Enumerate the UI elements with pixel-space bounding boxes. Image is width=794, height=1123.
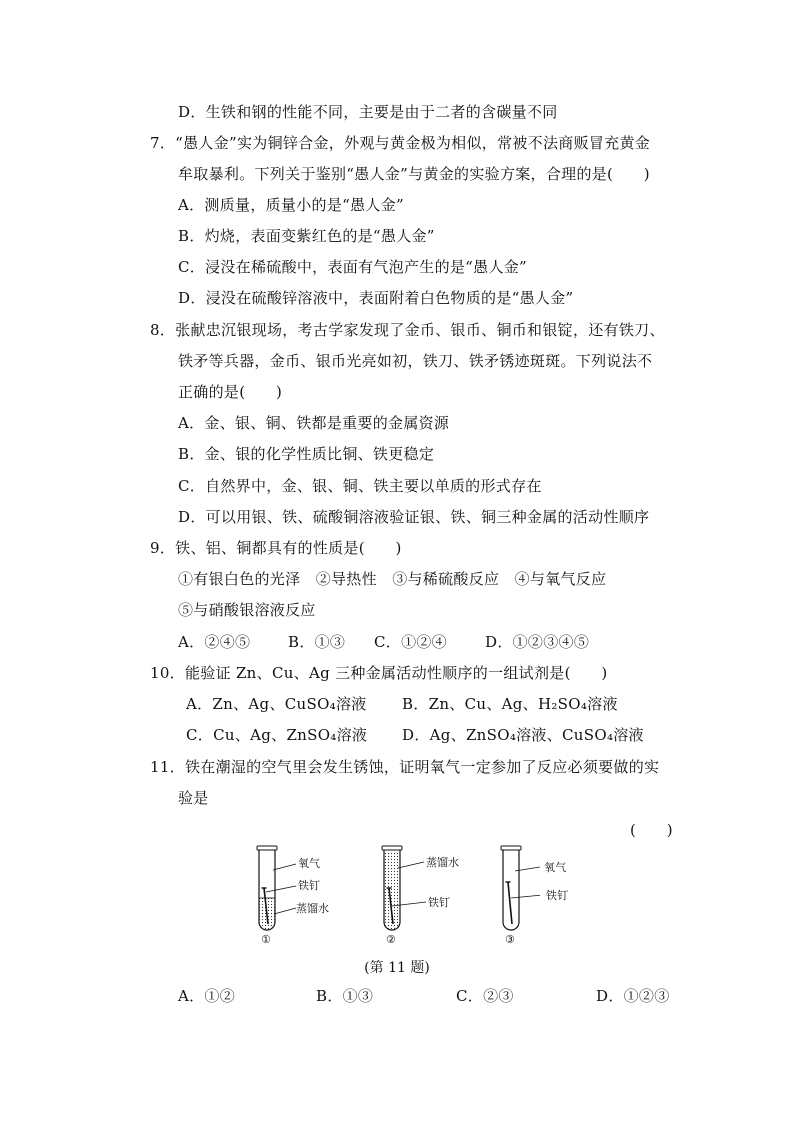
- q9-option-c: C．①②④: [374, 633, 447, 651]
- q7-stem-line1: 7．“愚人金”实为铜锌合金，外观与黄金极为相似，常被不法商贩冒充黄金: [150, 134, 651, 152]
- q6-option-d: D．生铁和钢的性能不同，主要是由于二者的含碳量不同: [178, 103, 558, 121]
- tube-3-number: ③: [505, 933, 515, 946]
- q7-option-c: C．浸没在稀硫酸中，表面有气泡产生的是“愚人金”: [178, 258, 528, 276]
- q11-option-b: B．①③: [316, 987, 374, 1005]
- tube-1-label-water: 蒸馏水: [296, 902, 329, 915]
- tube-1-label-nail: 铁钉: [298, 879, 320, 892]
- q8-option-c: C．自然界中，金、银、铜、铁主要以单质的形式存在: [178, 477, 542, 495]
- tube-3-label-nail: 铁钉: [546, 889, 569, 902]
- q9-option-a: A．②④⑤: [178, 633, 251, 651]
- q10-option-c: C．Cu、Ag、ZnSO₄溶液: [186, 726, 368, 744]
- tube-1-number: ①: [261, 933, 271, 946]
- q11-stem-line2: 验是: [178, 789, 209, 807]
- q10-option-b: B．Zn、Cu、Ag、H₂SO₄溶液: [402, 695, 618, 713]
- tube-1-label-oxygen: 氧气: [298, 857, 320, 870]
- q9-option-d: D．①②③④⑤: [485, 633, 590, 651]
- q10-option-a: A．Zn、Ag、CuSO₄溶液: [186, 695, 367, 713]
- tube-2-illustration: [382, 846, 459, 946]
- q11-option-c: C．②③: [456, 987, 514, 1005]
- q11-option-a: A．①②: [178, 987, 236, 1005]
- q10-options-row2: [0, 725, 794, 745]
- tube-2-label-nail: 铁钉: [428, 896, 450, 909]
- tube-3-label-oxygen: 氧气: [544, 861, 567, 874]
- q9-properties-line1: ①有银白色的光泽 ②导热性 ③与稀硫酸反应 ④与氧气反应: [178, 570, 607, 588]
- q8-option-b: B．金、银的化学性质比铜、铁更稳定: [178, 445, 435, 463]
- q10-option-d: D．Ag、ZnSO₄溶液、CuSO₄溶液: [402, 726, 644, 744]
- tube-3-illustration: [501, 846, 540, 946]
- q8-option-a: A．金、银、铜、铁都是重要的金属资源: [178, 414, 450, 432]
- q11-answer-blank: ( ): [630, 821, 673, 839]
- q9-properties-line2: ⑤与硝酸银溶液反应: [178, 601, 316, 619]
- q11-options-row: [0, 986, 794, 1006]
- q11-stem-line1: 11．铁在潮湿的空气里会发生锈蚀，证明氧气一定参加了反应必须要做的实: [150, 758, 660, 776]
- q11-option-d: D．①②③: [596, 987, 670, 1005]
- q8-stem-line2: 铁矛等兵器，金币、银币光亮如初，铁刀、铁矛锈迹斑斑。下列说法不: [178, 352, 653, 370]
- q9-stem: 9．铁、铝、铜都具有的性质是( ): [150, 539, 402, 557]
- q8-stem-line1: 8．张献忠沉银现场，考古学家发现了金币、银币、铜币和银锭，还有铁刀、: [150, 321, 665, 339]
- q7-option-a: A．测质量，质量小的是“愚人金”: [178, 196, 404, 214]
- q8-option-d: D．可以用银、铁、硫酸铜溶液验证银、铁、铜三种金属的活动性顺序: [178, 508, 650, 526]
- q7-option-d: D．浸没在硫酸锌溶液中，表面附着白色物质的是“愚人金”: [178, 289, 574, 307]
- q10-options-row1: [0, 694, 794, 714]
- q7-stem-line2: 牟取暴利。下列关于鉴别“愚人金”与黄金的实验方案，合理的是( ): [178, 165, 650, 183]
- q8-stem-line3: 正确的是( ): [178, 383, 283, 401]
- q9-option-b: B．①③: [288, 633, 346, 651]
- tube-1-illustration: [257, 846, 329, 946]
- tube-2-number: ②: [386, 933, 396, 946]
- q7-option-b: B．灼烧，表面变紫红色的是“愚人金”: [178, 227, 435, 245]
- q9-options-row: [0, 632, 794, 652]
- tube-2-label-water: 蒸馏水: [426, 856, 459, 869]
- q11-test-tube-figure: [240, 840, 540, 955]
- q10-stem: 10．能验证 Zn、Cu、Ag 三种金属活动性顺序的一组试剂是( ): [150, 664, 608, 682]
- q11-figure-caption: (第 11 题): [364, 960, 430, 976]
